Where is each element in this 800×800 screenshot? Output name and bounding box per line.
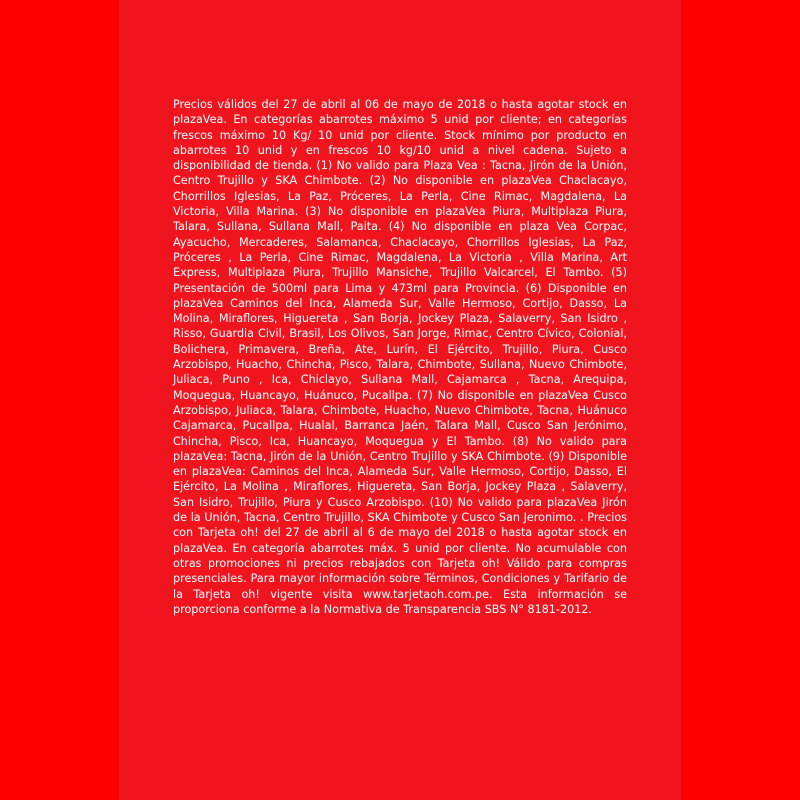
center-panel	[119, 0, 681, 800]
legal-disclaimer-text: Precios válidos del 27 de abril al 06 de mayo de 2018 o hasta agotar stock en plazaVea. En categorías abarrotes máximo 5 unid por cliente; en categorías frescos máximo 10 Kg/ 10 unid por cliente. Stock mínimo por producto en abarrotes 10 unid y en frescos 10 kg/10 unid a nivel cadena. Sujeto a disponibilidad de tienda. (1) No valido para Plaza Vea : Tacna, Jirón de la Unión, Centro Trujillo y SKA Chimbote. (2) No disponible en plazaVea Chaclacayo, Chorrillos Iglesias, La Paz, Próceres, La Perla, Cine Rimac, Magdalena, La Victoria, Villa Marina. (3) No disponible en plazaVea Piura, Multiplaza Piura, Talara, Sullana, Sullana Mall, Paita. (4) No disponible en plaza Vea Corpac, Ayacucho, Mercaderes, Salamanca, Chaclacayo, Chorrillos Iglesias, La Paz, Próceres , La Perla, Cine Rimac, Magdalena, La Victoria , Villa Marina, Art Express, Multiplaza Piura, Trujillo Mansiche, Trujillo Valcarcel, El Tambo. (5) Presentación de 500ml para Lima y 473ml para Provincia. (6) Disponible en plazaVea Caminos del Inca, Alameda Sur, Valle Hermoso, Cortijo, Dasso, La Molina, Miraflores, Higuereta , San Borja, Jockey Plaza, Salaverry, San Isidro , Risso, Guardia Civil, Brasil, Los Olivos, San Jorge, Rimac, Centro Cívico, Colonial, Bolichera, Primavera, Breña, Ate, Lurín, El Ejército, Trujillo, Piura, Cusco Arzobispo, Huacho, Chincha, Pisco, Talara, Chimbote, Sullana, Nuevo Chimbote, Juliaca, Puno , Ica, Chiclayo, Sullana Mall, Cajamarca , Tacna, Arequipa, Moquegua, Huancayo, Huánuco, Pucallpa. (7) No disponible en plazaVea Cusco Arzobispo, Juliaca, Talara, Chimbote, Huacho, Nuevo Chimbote, Tacna, Huánuco Cajamarca, Pucallpa, Hualal, Barranca Jaén, Talara Mall, Cusco San Jerónimo, Chincha, Pisco, Ica, Huancayo, Moquegua y El Tambo. (8) No valido para plazaVea: Tacna, Jirón de la Unión, Centro Trujillo y SKA Chimbote. (9) Disponible en plazaVea: Caminos del Inca, Alameda Sur, Valle Hermoso, Cortijo, Dasso, El Ejército, La Molina , Miraflores, Higuereta, San Borja, Jockey Plaza , Salaverry, San Isidro, Trujillo, Piura y Cusco Arzobispo. (10) No valido para plazaVea Jirón de la Unión, Tacna, Centro Trujillo, SKA Chimbote y Cusco San Jeronimo. . Precios con Tarjeta oh! del 27 de abril al 6 de mayo del 2018 o hasta agotar stock en plazaVea. En categoría abarrotes máx. 5 unid por cliente. No acumulable con otras promociones ni precios rebajados con Tarjeta oh! Válido para compras presenciales. Para mayor información sobre Términos, Condiciones y Tarifario de la Tarjeta oh! vigente visita www.tarjetaoh.com.pe. Esta información se proporciona conforme a la Normativa de Transparencia SBS N° 8181-2012.	[173, 98, 627, 616]
right-side-band	[681, 0, 800, 800]
left-side-band	[0, 0, 119, 800]
